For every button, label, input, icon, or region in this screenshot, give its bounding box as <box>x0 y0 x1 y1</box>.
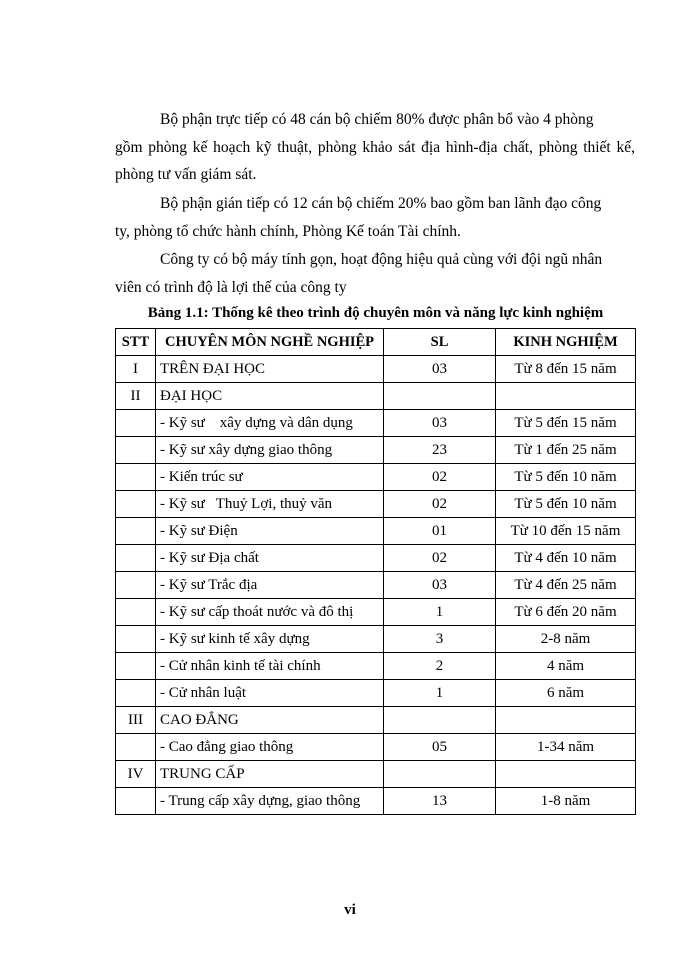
table-row <box>116 356 636 383</box>
row-stt <box>116 599 156 626</box>
row-experience: Từ 5 đến 10 năm <box>496 464 636 491</box>
row-experience: 6 năm <box>496 680 636 707</box>
row-stt <box>116 545 156 572</box>
paragraph-line: Bộ phận trực tiếp có 48 cán bộ chiếm 80% được phân bổ vào 4 phòng <box>160 111 594 128</box>
row-experience: 1-34 năm <box>496 734 636 761</box>
row-quantity: 03 <box>384 572 496 599</box>
row-stt <box>116 491 156 518</box>
row-specialty: - Kỹ sư cấp thoát nước và đô thị <box>156 599 384 626</box>
row-experience: Từ 5 đến 15 năm <box>496 410 636 437</box>
header-experience: KINH NGHIỆM <box>496 329 636 356</box>
table-row <box>116 599 636 626</box>
row-specialty: - Kỹ sư Điện <box>156 518 384 545</box>
table-row <box>116 545 636 572</box>
row-stt <box>116 437 156 464</box>
row-experience: Từ 8 đến 15 năm <box>496 356 636 383</box>
row-stt <box>116 410 156 437</box>
table-caption: Bảng 1.1: Thống kê theo trình độ chuyên môn và năng lực kinh nghiệm <box>147 305 604 321</box>
paragraph-line: ty, phòng tổ chức hành chính, Phòng Kế toán Tài chính. <box>115 222 461 240</box>
row-experience <box>496 707 636 734</box>
table-row <box>116 437 636 464</box>
row-experience: Từ 4 đến 25 năm <box>496 572 636 599</box>
row-stt: III <box>116 707 156 734</box>
table-row <box>116 653 636 680</box>
row-experience: Từ 10 đến 15 năm <box>496 518 636 545</box>
table-row <box>116 410 636 437</box>
row-quantity <box>384 761 496 788</box>
row-specialty: - Cử nhân luật <box>156 680 384 707</box>
row-stt <box>116 626 156 653</box>
paragraph-direct-department <box>115 106 635 189</box>
table-row <box>116 518 636 545</box>
row-quantity: 13 <box>384 788 496 815</box>
row-quantity: 3 <box>384 626 496 653</box>
row-quantity <box>384 383 496 410</box>
table-row <box>116 491 636 518</box>
row-specialty: TRÊN ĐẠI HỌC <box>156 356 384 383</box>
row-stt <box>116 734 156 761</box>
row-stt <box>116 788 156 815</box>
row-stt <box>116 572 156 599</box>
row-stt: II <box>116 383 156 410</box>
row-specialty: - Kỹ sư xây dựng giao thông <box>156 437 384 464</box>
row-stt <box>116 464 156 491</box>
row-experience: 1-8 năm <box>496 788 636 815</box>
table-row <box>116 788 636 815</box>
paragraph-line: Công ty có bộ máy tính gọn, hoạt động hiệu quả cùng với đội ngũ nhân <box>160 251 603 268</box>
row-stt <box>116 653 156 680</box>
row-stt: IV <box>116 761 156 788</box>
page-number: vi <box>344 902 356 918</box>
row-quantity: 03 <box>384 410 496 437</box>
row-specialty: - Kỹ sư Thuỷ Lợi, thuỷ văn <box>156 491 384 518</box>
row-quantity: 1 <box>384 680 496 707</box>
row-stt: I <box>116 356 156 383</box>
table-row <box>116 734 636 761</box>
row-quantity: 23 <box>384 437 496 464</box>
table-row <box>116 464 636 491</box>
row-quantity: 1 <box>384 599 496 626</box>
header-stt: STT <box>116 329 156 356</box>
row-experience <box>496 383 636 410</box>
row-specialty: - Kỹ sư Địa chất <box>156 545 384 572</box>
table-row <box>116 572 636 599</box>
row-quantity: 02 <box>384 464 496 491</box>
row-quantity: 03 <box>384 356 496 383</box>
row-experience: Từ 6 đến 20 năm <box>496 599 636 626</box>
row-experience: Từ 4 đến 10 năm <box>496 545 636 572</box>
row-quantity: 05 <box>384 734 496 761</box>
table-header-row <box>116 329 636 356</box>
row-quantity: 2 <box>384 653 496 680</box>
row-quantity: 01 <box>384 518 496 545</box>
row-specialty: - Kiến trúc sư <box>156 464 384 491</box>
row-quantity <box>384 707 496 734</box>
row-quantity: 02 <box>384 491 496 518</box>
row-experience <box>496 761 636 788</box>
table-row <box>116 707 636 734</box>
table-row <box>116 626 636 653</box>
row-quantity: 02 <box>384 545 496 572</box>
paragraph-line: Bộ phận gián tiếp có 12 cán bộ chiếm 20% bao gồm ban lãnh đạo công <box>160 195 602 212</box>
row-specialty: - Kỹ sư kinh tế xây dựng <box>156 626 384 653</box>
header-specialty: CHUYÊN MÔN NGHỀ NGHIỆP <box>156 329 384 356</box>
row-experience: Từ 1 đến 25 năm <box>496 437 636 464</box>
row-experience: 2-8 năm <box>496 626 636 653</box>
table-row <box>116 680 636 707</box>
row-stt <box>116 680 156 707</box>
paragraph-indirect-department <box>115 190 635 245</box>
row-specialty: - Cử nhân kinh tế tài chính <box>156 653 384 680</box>
row-specialty: - Trung cấp xây dựng, giao thông <box>156 788 384 815</box>
qualification-table <box>115 328 636 815</box>
table-row <box>116 761 636 788</box>
table-row <box>116 383 636 410</box>
row-specialty: - Kỹ sư xây dựng và dân dụng <box>156 410 384 437</box>
header-quantity: SL <box>384 329 496 356</box>
row-specialty: ĐẠI HỌC <box>156 383 384 410</box>
row-experience: 4 năm <box>496 653 636 680</box>
paragraph-company-structure <box>115 246 635 301</box>
row-specialty: CAO ĐẲNG <box>156 707 384 734</box>
paragraph-line: gồm phòng kế hoạch kỹ thuật, phòng khảo sát địa hình-địa chất, phòng thiết kế, phòng tư vấn giám sát. <box>115 138 635 183</box>
row-specialty: TRUNG CẤP <box>156 761 384 788</box>
row-stt <box>116 518 156 545</box>
row-specialty: - Cao đẳng giao thông <box>156 734 384 761</box>
row-experience: Từ 5 đến 10 năm <box>496 491 636 518</box>
paragraph-line: viên có trình độ là lợi thế của công ty <box>115 278 347 296</box>
row-specialty: - Kỹ sư Trắc địa <box>156 572 384 599</box>
